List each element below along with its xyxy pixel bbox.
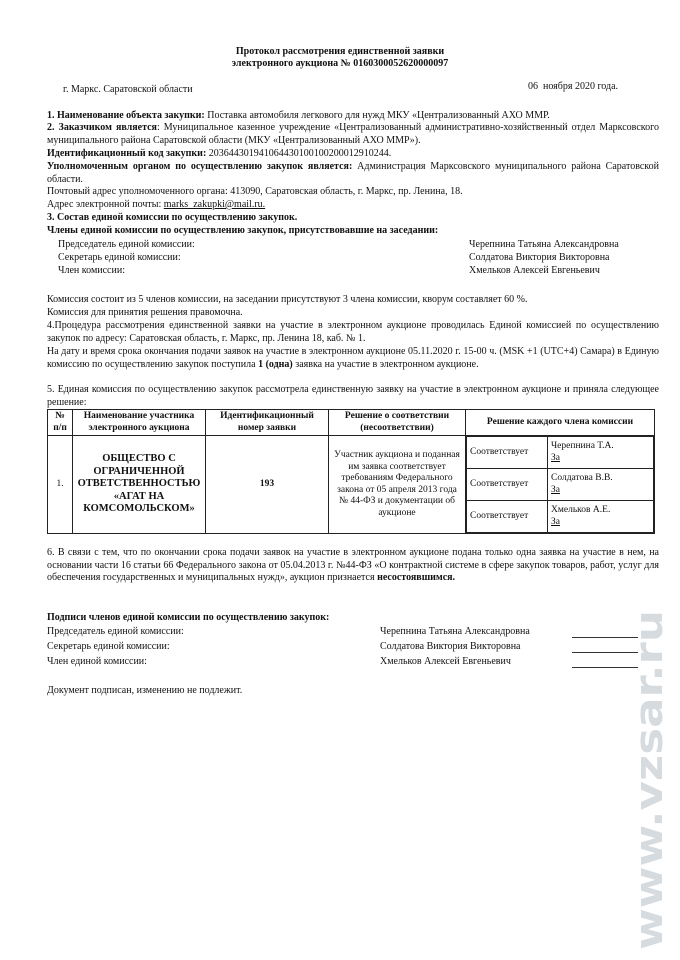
signature-role: Председатель единой комиссии: (47, 626, 184, 637)
vote-result: Соответствует (467, 501, 548, 533)
section-2 (47, 122, 659, 147)
signatures-title: Подписи членов единой комиссии по осуществлению закупок: (47, 612, 330, 623)
signature-role: Член единой комиссии: (47, 656, 147, 667)
postal-address: Почтовый адрес уполномоченного органа: 413090, Саратовская область, г. Маркс, пр. Ленина, 18. (47, 186, 463, 197)
quorum-line: Комиссия состоит из 5 членов комиссии, на заседании присутствуют 3 члена комиссии, кворум составляет 60 %. (47, 294, 528, 305)
authorized-body (47, 161, 659, 186)
vote-result: Соответствует (467, 469, 548, 501)
table-row (48, 436, 655, 534)
col-header-number: № п/п (48, 410, 73, 436)
application-count: 1 (одна) (258, 358, 293, 370)
deadline-text-end: заявка на участие в электронном аукционе. (292, 358, 479, 370)
vote-value: За (551, 484, 560, 495)
table-header-row (48, 410, 655, 436)
auction-result: несостоявшимся. (377, 572, 456, 584)
vote-member (548, 501, 654, 533)
authorized-body-value: Администрация Марксовского муниципального района Саратовской области. (47, 161, 660, 185)
participant-name: ОБЩЕСТВО С ОГРАНИЧЕННОЙ ОТВЕТСТВЕННОСТЬЮ «АГАТ НА КОМСОМОЛЬСКОМ» (73, 436, 206, 534)
col-header-decision: Решение о соответствии (несоответствии) (329, 410, 466, 436)
watermark-text: www.vzsar.ru (627, 663, 671, 950)
vote-row (467, 437, 654, 469)
section-1-value: Поставка автомобиля легкового для нужд МКУ «Централизованный АХО ММР. (204, 110, 550, 121)
section-1 (47, 110, 659, 123)
section-5-text: 5. Единая комиссия по осуществлению закупок рассмотрела единственную заявку на участие в электронном аукционе и приняла следующее решение: (47, 384, 659, 408)
section-6-body: 6. В связи с тем, что по окончании срока подачи заявок на участие в электронном аукционе подана только одна заявка на участие в нем, на основании части 16 статьи 66 Федерального закона от 05.04.2013 г. №44-ФЗ «О контрактной системе в сфере закупок товаров, работ, услуг для обеспечения государственных и муниципальных нужд», аукцион признается (47, 547, 659, 584)
vote-member-name: Черепнина Т.А. (551, 441, 614, 451)
signature-name: Черепнина Татьяна Александровна (380, 626, 530, 637)
row-number: 1. (48, 436, 73, 534)
protocol-subtitle: электронного аукциона № 0160300052620000097 (231, 58, 449, 69)
date (528, 81, 618, 94)
protocol-title: Протокол рассмотрения единственной заявки (235, 46, 445, 57)
vote-member (548, 469, 654, 501)
member-votes-cell (466, 436, 655, 534)
application-number: 193 (206, 436, 329, 534)
date-day: 06 (528, 81, 538, 92)
authorized-body-label: Уполномоченным органом по осуществлению закупок является: (47, 161, 353, 172)
section-6-text (47, 547, 659, 585)
col-header-participant: Наименование участника электронного аукциона (73, 410, 206, 436)
vote-result: Соответствует (467, 437, 548, 469)
decision-table (47, 409, 655, 534)
section-1-label: 1. Наименование объекта закупки: (47, 110, 205, 121)
procurement-code-value: 203644301941064430100100200012910244. (206, 148, 392, 159)
signature-name: Хмельков Алексей Евгеньевич (380, 656, 511, 667)
section-2-label: 2. Заказчиком является (47, 122, 157, 133)
col-header-app-number: Идентификационный номер заявки (206, 410, 329, 436)
vote-row (467, 469, 654, 501)
place: г. Маркс. Саратовской области (63, 84, 193, 95)
section-3-title: 3. Состав единой комиссии по осуществлению закупок. (47, 212, 298, 223)
quorum-valid: Комиссия для принятия решения правомочна. (47, 307, 243, 318)
members-title: Члены единой комиссии по осуществлению закупок, присутствовавшие на заседании: (47, 225, 439, 236)
member-name: Хмельков Алексей Евгеньевич (469, 265, 600, 276)
date-suffix: года. (597, 81, 619, 92)
member-votes-table (466, 436, 654, 533)
watermark (627, 600, 672, 960)
member-role: Член комиссии: (58, 265, 125, 276)
member-role: Секретарь единой комиссии: (58, 252, 181, 263)
section-4-deadline (47, 346, 659, 371)
vote-member (548, 437, 654, 469)
date-month-year: ноября 2020 (543, 81, 595, 92)
member-name: Солдатова Виктория Викторовна (469, 252, 610, 263)
member-name: Черепнина Татьяна Александровна (469, 239, 619, 250)
signature-name: Солдатова Виктория Викторовна (380, 641, 521, 652)
vote-value: За (551, 516, 560, 527)
vote-member-name: Солдатова В.В. (551, 473, 613, 483)
email-label: Адрес электронной почты: (47, 199, 164, 210)
email-link[interactable]: marks_zakupki@mail.ru. (163, 199, 266, 210)
footer-note: Документ подписан, изменению не подлежит. (47, 685, 243, 696)
section-4-procedure: 4.Процедура рассмотрения единственной заявки на участие в электронном аукционе проводилась Единой комиссией по осуществлению закупок по адресу: Саратовская область, г. Маркс, пр. Ленина 18, каб. № 1. (47, 320, 659, 344)
procurement-code-label: Идентификационный код закупки: (47, 148, 207, 159)
vote-row (467, 501, 654, 533)
conformity-decision: Участник аукциона и поданная им заявка соответствует требованиям Федерального закона от 05 апреля 2013 года № 44-ФЗ и документации об аукционе (329, 436, 466, 534)
col-header-member-votes: Решение каждого члена комиссии (466, 410, 655, 436)
section-2-value: : Муниципальное казенное учреждение «Централизованный административно-хозяйственный отдел Марксовского муниципального района Саратовской области (МКУ «Централизованный АХО ММР»). (47, 122, 659, 146)
deadline-text: На дату и время срока окончания подачи заявок на участие в электронном аукционе 05.11.2020 г. 15-00 ч. (MSK +1 (UTC+4) Самара) в Единую комиссию по осуществлению закупок поступила (47, 346, 659, 370)
member-role: Председатель единой комиссии: (58, 239, 195, 250)
procurement-code (47, 148, 659, 161)
vote-value: За (551, 452, 560, 463)
signature-role: Секретарь единой комиссии: (47, 641, 170, 652)
email-line (47, 199, 659, 212)
vote-member-name: Хмельков А.Е. (551, 505, 611, 515)
